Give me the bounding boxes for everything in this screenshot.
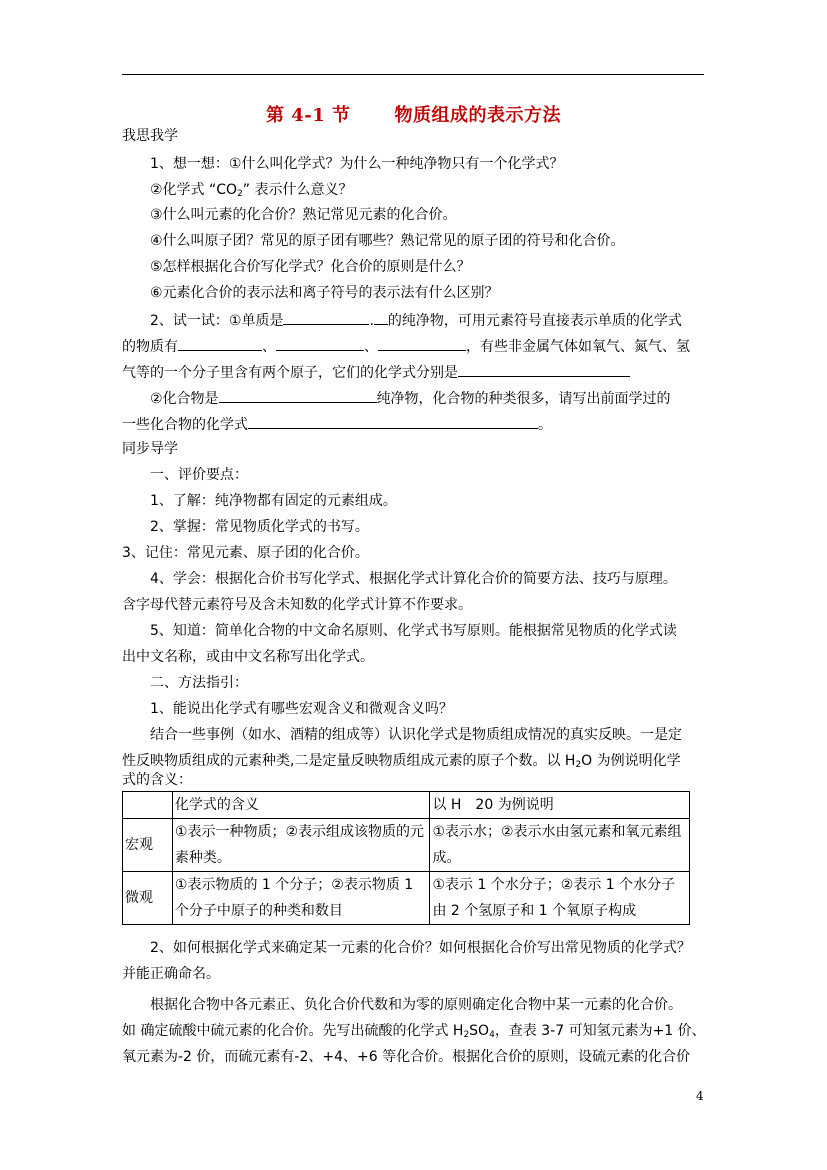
- table-header-row: [123, 792, 690, 819]
- heading-method: 二、方法指引：: [150, 675, 248, 691]
- table-row: [123, 872, 690, 925]
- section-number: 第 4-1 节: [265, 105, 351, 126]
- fill-blank[interactable]: [374, 310, 388, 325]
- fill-blank[interactable]: [378, 336, 466, 351]
- question-2: [150, 181, 353, 203]
- page-title: [0, 101, 827, 127]
- row-label-macro: 宏观: [123, 819, 173, 872]
- heading-evaluation: 一、评价要点：: [150, 467, 248, 483]
- try-text: ②化合物是: [150, 391, 219, 407]
- method-1: 1、能说出化学式有哪些宏观含义和微观含义吗？: [150, 701, 453, 717]
- section-name: 物质组成的表示方法: [394, 105, 562, 126]
- method-2-cont: 并能正确命名。: [122, 966, 220, 982]
- question-2-text-end: ” 表示什么意义？: [242, 182, 353, 198]
- method-2-example-cont: 氧元素为-2 价，而硫元素有-2、+4、+6 等化合价。根据化合价的原则，设硫元素的化合价: [122, 1049, 691, 1065]
- question-4: ④什么叫原子团？常见的原子团有哪些？熟记常见的原子团的符号和化合价。: [150, 233, 625, 249]
- method-text-end: O 为例说明化学: [581, 753, 681, 769]
- page-number: 4: [696, 1089, 704, 1103]
- try-text-end: 纯净物，化合物的种类很多，请写出前面学过的: [376, 391, 671, 407]
- blank-dot: .: [369, 313, 374, 329]
- meaning-table: [122, 791, 690, 925]
- try-text: 一些化合物的化学式: [122, 417, 248, 433]
- try-text: 2、试一试：①单质是: [150, 313, 284, 329]
- period: 。: [538, 417, 552, 433]
- point-4-cont: 含字母代替元素符号及含未知数的化学式计算不作要求。: [122, 597, 472, 613]
- method-2-answer: 根据化合物中各元素正、负化合价代数和为零的原则确定化合物中某一元素的化合价。: [150, 997, 682, 1013]
- question-3: ③什么叫元素的化合价？熟记常见元素的化合价。: [150, 207, 457, 223]
- fill-blank[interactable]: [283, 310, 369, 325]
- table-header-empty: [123, 792, 173, 819]
- method-para-3: 式的含义：: [122, 772, 192, 788]
- h2so4-subscript-h: 2: [463, 1030, 470, 1040]
- question-2-text: ②化学式 “CO: [150, 182, 238, 198]
- method-para-2: [122, 752, 681, 774]
- point-5-cont: 出中文名称，或由中文名称写出化学式。: [122, 649, 374, 665]
- method-text: 性反映物质组成的元素种类,二是定量反映物质组成元素的原子个数。以 H: [122, 753, 576, 769]
- heading-sync-guide: 同步导学: [122, 441, 178, 457]
- table-cell: ①表示水；②表示水由氢元素和氧元素组成。: [430, 819, 690, 872]
- table-cell: ①表示物质的 1 个分子；②表示物质 1 个分子中原子的种类和数目: [172, 872, 430, 925]
- try-text-end: 的纯净物，可用元素符号直接表示单质的化学式: [387, 313, 682, 329]
- fill-blank[interactable]: [248, 414, 538, 429]
- point-1: 1、了解：纯净物都有固定的元素组成。: [150, 493, 397, 509]
- h2so4-subscript-o: 4: [489, 1030, 495, 1040]
- separator: 、: [262, 339, 276, 355]
- example-text: 如 确定硫酸中硫元素的化合价。先写出硫酸的化学式 H: [122, 1023, 464, 1039]
- example-formula: SO: [469, 1023, 490, 1039]
- question-5: ⑤怎样根据化合价写化学式？化合价的原则是什么？: [150, 259, 471, 275]
- try-text: 气等的一个分子里含有两个原子，它们的化学式分别是: [122, 365, 458, 381]
- question-1: 1、想一想：①什么叫化学式？为什么一种纯净物只有一个化学式？: [150, 156, 564, 172]
- question-6: ⑥元素化合价的表示法和离子符号的表示法有什么区别？: [150, 285, 499, 301]
- fill-blank[interactable]: [458, 362, 630, 377]
- table-cell: ①表示 1 个水分子；②表示 1 个水分子由 2 个氢原子和 1 个氧原子构成: [430, 872, 690, 925]
- table-header-meaning: 化学式的含义: [172, 792, 430, 819]
- try-text: 的物质有: [122, 339, 178, 355]
- try-line-4: [150, 388, 671, 408]
- point-3: 3、记住：常见元素、原子团的化合价。: [122, 545, 369, 561]
- point-2: 2、掌握：常见物质化学式的书写。: [150, 519, 369, 535]
- method-2: 2、如何根据化学式来确定某一元素的化合价？如何根据化合价写出常见物质的化学式？: [150, 940, 691, 956]
- try-text-end: ，有些非金属气体如氧气、氮气、氢: [466, 339, 690, 355]
- header-rule: [122, 74, 704, 75]
- method-2-example: [122, 1022, 706, 1044]
- row-label-micro: 微观: [123, 872, 173, 925]
- fill-blank[interactable]: [178, 336, 262, 351]
- try-line-3: [122, 362, 630, 382]
- h2o-subscript: 2: [575, 760, 582, 770]
- try-line-1: [150, 310, 682, 330]
- fill-blank[interactable]: [219, 388, 377, 403]
- method-para-1: 结合一些事例（如水、酒精的组成等）认识化学式是物质组成情况的真实反映。一是定: [150, 727, 682, 743]
- fill-blank[interactable]: [276, 336, 364, 351]
- try-line-5: [122, 414, 552, 434]
- try-line-2: [122, 336, 690, 356]
- table-cell: ①表示一种物质；②表示组成该物质的元素种类。: [172, 819, 430, 872]
- separator: 、: [364, 339, 378, 355]
- example-text-end: ，查表 3-7 可知氢元素为+1 价、: [494, 1023, 706, 1039]
- table-header-example: 以 H 20 为例说明: [430, 792, 690, 819]
- co2-subscript: 2: [237, 189, 243, 199]
- point-5: 5、知道：简单化合物的中文命名原则、化学式书写原则。能根据常见物质的化学式读: [150, 623, 677, 639]
- heading-think-learn: 我思我学: [122, 128, 178, 144]
- point-4: 4、学会：根据化合价书写化学式、根据化学式计算化合价的简要方法、技巧与原理。: [150, 571, 677, 587]
- table-row: [123, 819, 690, 872]
